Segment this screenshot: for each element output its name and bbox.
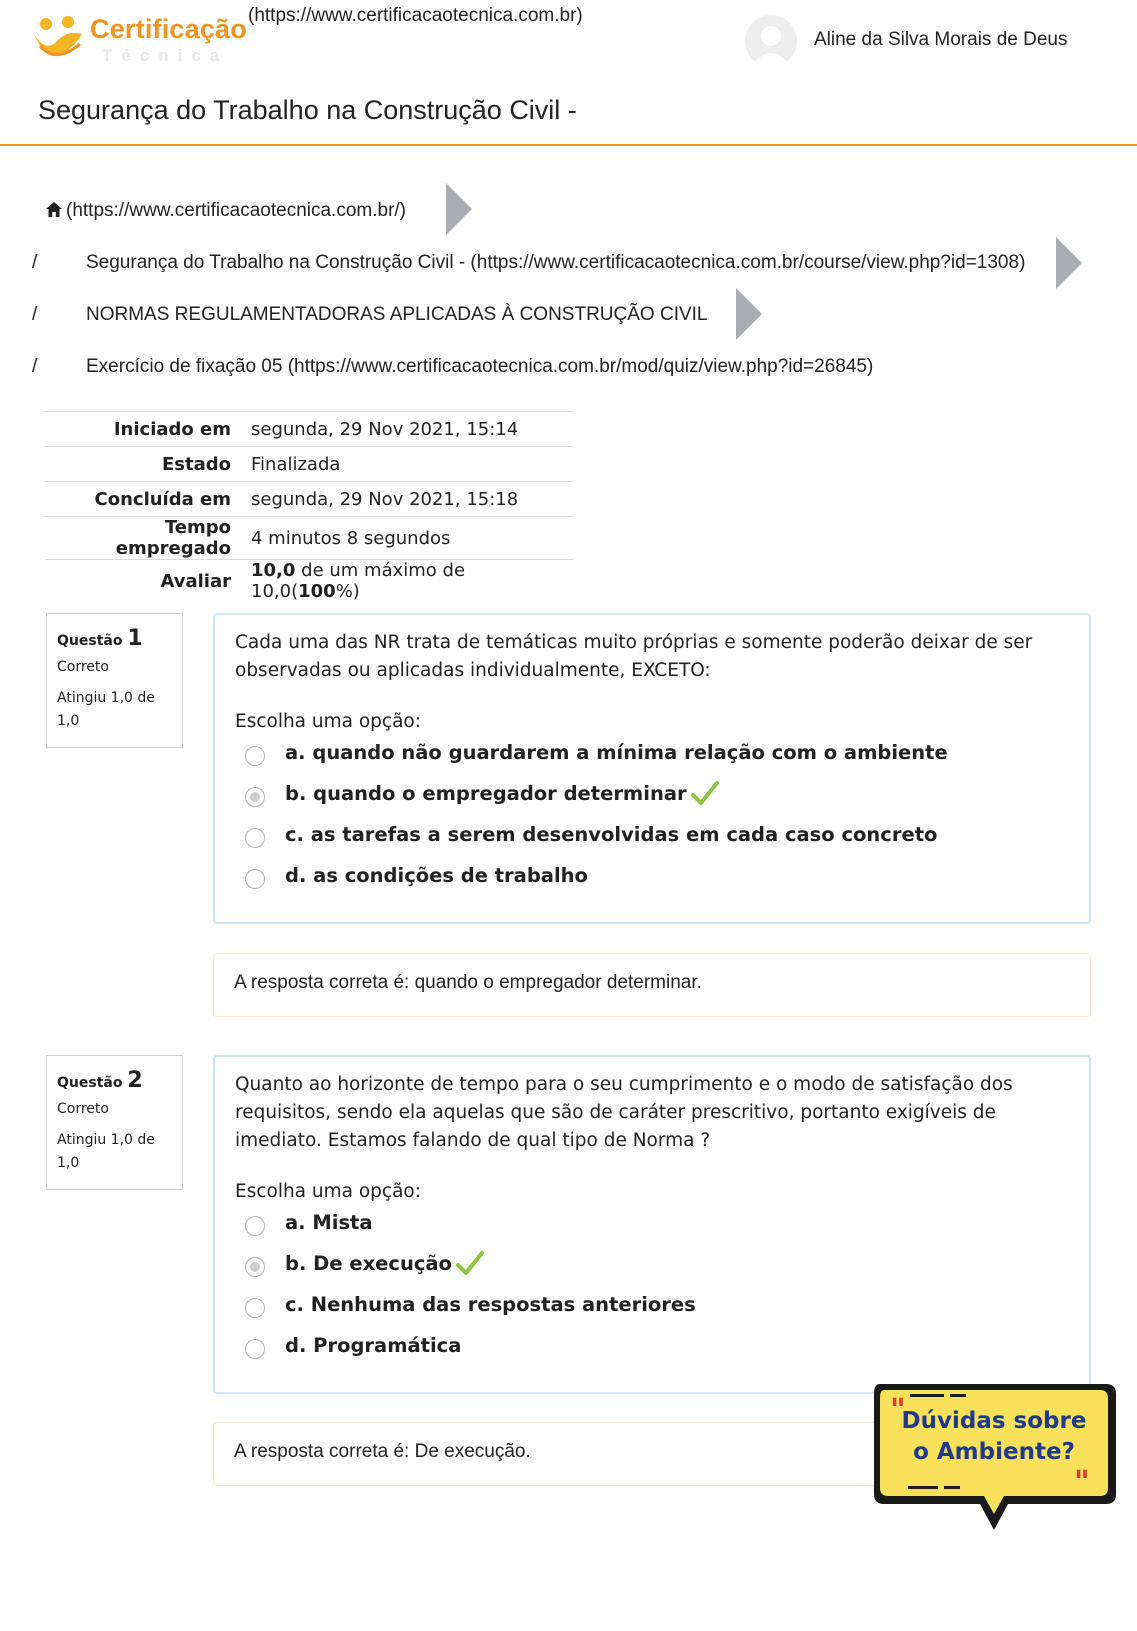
breadcrumb-item-label: Exercício de fixação 05 (https://www.certificacaotecnica.com.br/mod/quiz/view.php?id=26845): [86, 356, 874, 377]
breadcrumb-item-course[interactable]: [32, 252, 1025, 274]
question-1-content: [213, 613, 1091, 924]
question-prompt: Escolha uma opção:: [235, 711, 421, 732]
question-grade: Atingiu 1,0 de 1,0: [57, 1132, 155, 1171]
breadcrumb-separator: /: [32, 356, 38, 377]
header-divider: [0, 144, 1137, 146]
question-state: Correto: [57, 659, 109, 675]
summary-label: Tempo empregado: [115, 517, 231, 559]
breadcrumb-item-section[interactable]: [32, 304, 708, 326]
answer-option-a[interactable]: [245, 732, 1069, 773]
question-1-info: [46, 613, 183, 748]
question-state: Correto: [57, 1101, 109, 1117]
breadcrumb-chevron-icon: [736, 288, 762, 340]
home-icon: [46, 202, 62, 217]
summary-row-started: [45, 412, 573, 447]
summary-value: segunda, 29 Nov 2021, 15:14: [251, 418, 519, 440]
summary-label: Avaliar: [160, 570, 231, 592]
svg-text:": ": [890, 1393, 906, 1428]
radio-button[interactable]: [245, 1216, 265, 1236]
breadcrumb-home[interactable]: [46, 200, 406, 222]
user-avatar[interactable]: [745, 15, 797, 67]
answer-option-d[interactable]: [245, 855, 1069, 896]
breadcrumb-chevron-icon: [446, 183, 472, 235]
question-grade: Atingiu 1,0 de 1,0: [57, 690, 155, 729]
answer-option-label: b. De execução: [285, 1252, 452, 1275]
answer-option-a[interactable]: [245, 1202, 1069, 1243]
question-label: Questão: [57, 633, 123, 649]
answer-option-label: a. quando não guardarem a mínima relação com o ambiente: [285, 741, 948, 764]
help-bubble-text: [880, 1406, 1108, 1468]
answer-option-c[interactable]: [245, 1284, 1069, 1325]
answer-option-label: c. as tarefas a serem desenvolvidas em cada caso concreto: [285, 823, 938, 846]
site-logo[interactable]: [32, 10, 247, 66]
grade-mid: de um máximo de 10,0(: [251, 560, 466, 602]
radio-button-selected[interactable]: [245, 1257, 265, 1277]
answer-option-c[interactable]: [245, 814, 1069, 855]
answer-option-label: d. as condições de trabalho: [285, 864, 588, 887]
page-title: Segurança do Trabalho na Construção Civil -: [38, 95, 577, 125]
question-2-info: [46, 1055, 183, 1190]
question-number-row: [57, 626, 172, 651]
help-bubble-line2: o Ambiente?: [913, 1439, 1075, 1465]
breadcrumb-separator: /: [32, 252, 38, 273]
summary-value: segunda, 29 Nov 2021, 15:18: [251, 488, 519, 510]
correct-check-icon: [691, 781, 719, 807]
answer-option-b[interactable]: [245, 1243, 1069, 1284]
breadcrumb-home-label: (https://www.certificacaotecnica.com.br/): [66, 200, 406, 221]
logo-icon: [32, 10, 92, 66]
question-2-feedback: A resposta correta é: De execução.: [213, 1422, 1091, 1486]
radio-button-selected[interactable]: [245, 787, 265, 807]
summary-value: 4 minutos 8 segundos: [251, 527, 451, 549]
summary-row-grade: [45, 560, 573, 603]
answer-option-label: d. Programática: [285, 1334, 462, 1357]
question-prompt: Escolha uma opção:: [235, 1181, 421, 1202]
question-number-row: [57, 1068, 172, 1093]
summary-row-time: [45, 517, 573, 560]
radio-button[interactable]: [245, 869, 265, 889]
answer-option-d[interactable]: [245, 1325, 1069, 1366]
summary-value: Finalizada: [251, 453, 341, 475]
summary-row-completed: [45, 482, 573, 517]
answer-option-b[interactable]: [245, 773, 1069, 814]
answer-option-label: b. quando o empregador determinar: [285, 782, 687, 805]
question-label: Questão: [57, 1075, 123, 1091]
question-text: Cada uma das NR trata de temáticas muito próprias e somente poderão deixar de ser observadas ou aplicadas individualmente, EXCETO:: [235, 632, 1033, 681]
grade-percent: 100: [298, 581, 336, 602]
grade-score: 10,0: [251, 560, 296, 581]
summary-grade-value: [251, 560, 573, 603]
breadcrumb-chevron-icon: [1056, 237, 1082, 289]
svg-text:": ": [1074, 1465, 1090, 1500]
question-2-content: [213, 1055, 1091, 1394]
breadcrumb-item-label: Segurança do Trabalho na Construção Civil - (https://www.certificacaotecnica.com.br/course/view.php?id=1308): [86, 252, 1026, 273]
breadcrumb-item-label: NORMAS REGULAMENTADORAS APLICADAS À CONSTRUÇÃO CIVIL: [86, 304, 708, 325]
radio-button[interactable]: [245, 828, 265, 848]
summary-label: Estado: [161, 453, 231, 475]
question-number: 2: [127, 1068, 143, 1093]
summary-label: Concluída em: [94, 488, 231, 510]
attempt-summary-table: [45, 411, 573, 602]
logo-subtext: Técnica: [102, 46, 229, 65]
grade-end: %): [335, 581, 360, 602]
radio-button[interactable]: [245, 746, 265, 766]
question-number: 1: [127, 626, 143, 651]
answer-option-label: a. Mista: [285, 1211, 373, 1234]
user-avatar-icon: [745, 15, 797, 67]
summary-row-state: [45, 447, 573, 482]
correct-check-icon: [456, 1251, 484, 1277]
site-url-link[interactable]: (https://www.certificacaotecnica.com.br): [248, 5, 583, 26]
breadcrumb-separator: /: [32, 304, 38, 325]
help-bubble-line1: Dúvidas sobre: [901, 1408, 1087, 1434]
user-name[interactable]: Aline da Silva Morais de Deus: [814, 29, 1068, 50]
breadcrumb-item-quiz[interactable]: [32, 356, 873, 378]
radio-button[interactable]: [245, 1298, 265, 1318]
answer-option-label: c. Nenhuma das respostas anteriores: [285, 1293, 696, 1316]
question-text: Quanto ao horizonte de tempo para o seu cumprimento e o modo de satisfação dos requisitos, sendo ela aquelas que são de caráter prescritivo, portanto exigíveis de imediato. Estamos falando de qual tipo de Norma ?: [235, 1074, 1013, 1151]
summary-label: Iniciado em: [113, 418, 231, 440]
question-1-feedback: A resposta correta é: quando o empregador determinar.: [213, 953, 1091, 1017]
radio-button[interactable]: [245, 1339, 265, 1359]
logo-text: Certificação: [90, 14, 247, 44]
help-bubble-button[interactable]: [870, 1380, 1120, 1540]
